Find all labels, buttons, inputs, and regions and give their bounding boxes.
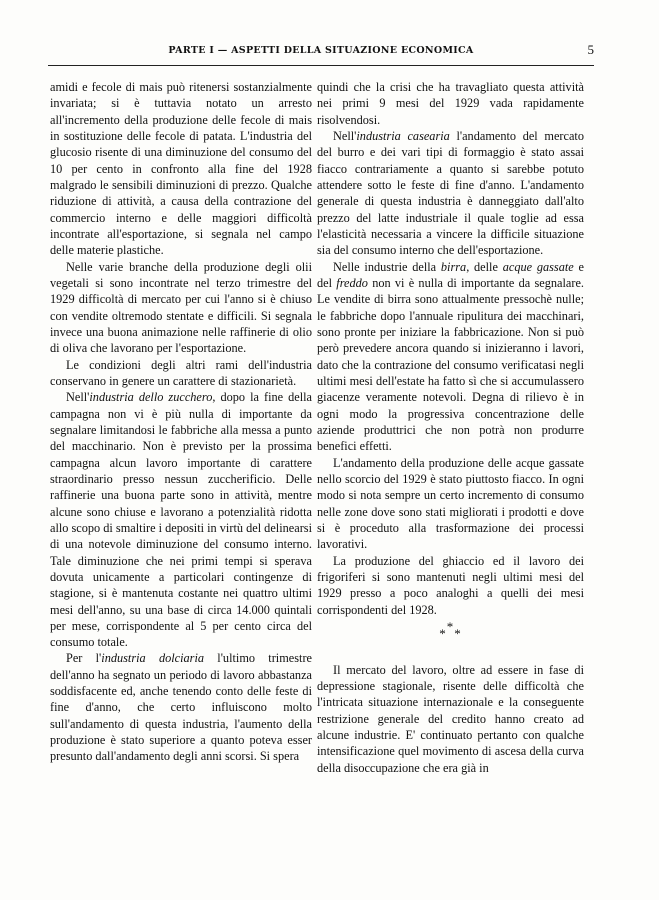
asterisk: * (439, 625, 447, 641)
asterisk: * (454, 625, 462, 641)
paragraph: Il mercato del lavoro, oltre ad essere in fase di depressione stagionale, risente delle difficoltà che l'intricata situazione internazionale e la conseguente restrizione generale del credito hanno creato ad alcune industrie. E' continuato pertanto con qualche intensificazione quel movimento di ascesa della curva della disoccupazione che era già in (317, 662, 584, 775)
asterisk: * (446, 618, 455, 634)
italic-term: acque gassate (502, 259, 574, 274)
paragraph: Le condizioni degli altri rami dell'industria conservano in genere un carattere di stazionarietà. (50, 357, 312, 388)
text-run: l'ultimo trimestre dell'anno ha segnato un periodo di lavoro abbastanza soddisfacente ed, anche tenendo conto delle feste di fine d'anno, che certo influiscono molto sull'andamento di questa industria, l'aumento della produzione è stato superiore a quanto poteva esser presunto dall'andamento degli anni scorsi. Si spera (50, 651, 312, 764)
paragraph: Nelle varie branche della produzione degli olii vegetali si sono incontrate nel terzo trimestre del 1929 difficoltà di mercato per cui l'anno si è chiuso con vendite oltremodo stentate e difficili. Si segnala invece una buona animazione nelle raffinerie di olio di oliva che lavorano per l'esportazione. (50, 259, 312, 356)
text-run: , delle (466, 259, 503, 274)
page-header (48, 40, 594, 60)
right-column (317, 79, 584, 776)
text-run: Nell' (66, 390, 90, 405)
paragraph: L'andamento della produzione delle acque gassate nello scorcio del 1929 è stato piuttosto fiacco. In ogni modo si nota sempre un certo incremento di consumo nelle zone dove sono stati migliorati i prodotti e dove si è proceduto alla trasformazione dei processi lavorativi. (317, 455, 584, 552)
running-title: PARTE I — ASPETTI DELLA SITUAZIONE ECONOMICA (168, 45, 474, 56)
italic-term: industria dolciaria (101, 651, 205, 666)
paragraph (50, 389, 312, 650)
text-run: non vi è nulla di importante da segnalare. Le vendite di birra sono attualmente pressochè nulle; le fabbriche dopo l'annuale ripulitura dei macchinari, sono pronte per iniziare la fabbricazione. Non si può però prevedere ancora quando si inizieranno i lavori, dato che la contrazione del consumo verificatasi negli ultimi mesi dell'estate ha fatto sì che si accumulassero giacenze veramente notevoli. Degna di rilievo è in ogni modo la progressiva concentrazione delle aziende produttrici che non potrà non produrre benefici effetti. (317, 275, 584, 454)
header-rule (48, 65, 594, 66)
text-run: e del (317, 259, 584, 290)
paragraph (317, 128, 584, 259)
section-separator (317, 618, 584, 642)
text-run: Per l' (66, 651, 102, 666)
text-run: Nell' (333, 128, 357, 143)
paragraph (50, 650, 312, 764)
paragraph (317, 259, 584, 455)
italic-term: birra (440, 259, 467, 274)
paragraph: La produzione del ghiaccio ed il lavoro dei frigoriferi si sono mantenuti negli ultimi mesi del 1929 presso a poco analoghi a quelli dei mesi corrispondenti del 1928. (317, 553, 584, 617)
text-run: Nelle industrie della (333, 259, 441, 274)
text-run: l'andamento del mercato del burro e dei vari tipi di formaggio è stato assai fiacco contrariamente a quanto si sarebbe potuto attendere sotto le feste di fine d'anno. L'andamento generale di questa industria è danneggiato dall'alto prezzo del latte industriale il quale toglie ad essa l'elasticità necessaria a vincere la difficile situazione sia del consumo interno che dell'esportazione. (317, 128, 584, 258)
page-number: 5 (587, 42, 594, 57)
italic-term: industria dello zucchero (89, 390, 213, 405)
paragraph: quindi che la crisi che ha travagliato questa attività nei primi 9 mesi del 1929 vada rapidamente risolvendosi. (317, 80, 584, 127)
italic-term: industria casearia (356, 128, 450, 143)
left-column (50, 79, 312, 765)
paragraph: amidi e fecole di mais può ritenersi sostanzialmente invariata; si è tuttavia notato un arresto all'incremento della produzione delle fecole di mais in sostituzione delle fecole di patata. L'industria del glucosio risente di una diminuzione del consumo del 10 per cento in confronto alla fine del 1928 malgrado le sensibili diminuzioni di prezzo. Qualche riduzione di attività, a causa della contrazione del commercio interno e delle maggiori difficoltà incontrate all'esportazione, si segnala nel campo delle materie plastiche. (50, 80, 312, 258)
italic-term: freddo (336, 275, 368, 290)
text-run: , dopo la fine della campagna non vi è più nulla di importante da segnalare limitandosi le fabbriche alla messa a punto del macchinario. Non è previsto per la prossima campagna alcun lavoro importante di carattere straordinario presso nessun zuccherificio. Delle raffinerie una buona parte sono in attività, mentre alcune sono chiuse e lavorano a potenzialità ridotta allo scopo di smaltire i depositi in virtù del delinearsi di una notevole diminuzione del consumo interno. Tale diminuzione che nei primi tempi si sperava dovuta unicamente a particolari contingenze di stagione, si è mantenuta costante nei quattro ultimi mesi dell'anno, su una base di circa 14.000 quintali per mese, corrispondente al 5 per cento circa del consumo totale. (50, 390, 313, 650)
